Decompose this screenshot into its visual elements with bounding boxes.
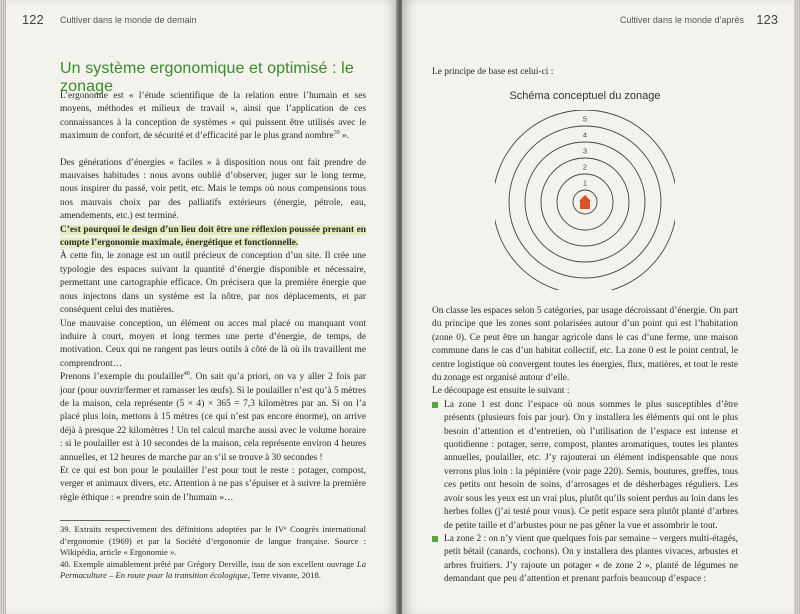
page-number-right: 123: [756, 12, 778, 27]
paragraph: [60, 90, 366, 144]
paragraph: Une mauvaise conception, un élément ou acces mal placé ou manquant vont induire à court, moyen et long termes une perte d’énergie, de temps, de motivation. Ceux qui ne rangent pas leurs outils à côté de là où ils travaillent me comprendront…: [60, 318, 366, 369]
zone-label: 1: [582, 178, 588, 188]
intro-text: Le principe de base est celui-ci :: [432, 67, 554, 77]
paragraph-text: . On sait qu’a priori, on va y aller 2 fois par jour (pour ouvrir/fermer et ramasser les œufs). Si le poulailler n’est qu’à 5 mètres de la maison, cela représente (5 × 4) × 365 = 7,3 kilomètres par an. Si on l’a placé plus loin, mettons à 15 mètres (ce qui n’est pas encore énorme), on arrive déjà à presque 22 kilomètres ! Un tel calcul marche aussi avec le volume horaire : si le poulailler est à 10 secondes de la maison, cela représente environ 4 heures annuelles, et 12 heures de marche par an s’il se trouve à 30 secondes !: [60, 372, 366, 463]
paragraph: Le découpage est ensuite le suivant :: [432, 386, 570, 397]
paragraph-text: L’ergonomie est « l’étude scientifique de la relation entre l’humain et ses moyens, méthodes et milieux de travail », ainsi que l’application de ces connaissances à la conception de systèmes « qui puissent être utilisés avec le maximum de confort, de sécurité et d’efficacité par le plus grand nombre: [60, 91, 366, 142]
list-item-text: La zone 2 : on n’y vient que quelques fois par semaine – vergers multi-étagés, petit bétail (canards, cochons). On y installera des plantes vivaces, arbustes et arbres fruitiers. J’y rajoute un potager « de zone 2 », planté de légumes ne demandant que peu d’attention et prenant parfois beaucoup d’espace :: [444, 533, 738, 585]
page-number-left: 122: [22, 12, 44, 27]
bullet-square-icon: [432, 536, 438, 542]
footnote-divider: [60, 520, 130, 521]
paragraph: Et ce qui est bon pour le poulailler l’est pour tout le reste : potager, compost, verger et animaux divers, etc. Attention à ne pas s’épuiser et à suivre la première règle éthique : « prendre soin de l’humain »…: [60, 465, 366, 503]
zone-label: 2: [582, 162, 588, 172]
zoning-diagram: [495, 110, 675, 290]
list-item: [432, 533, 738, 587]
left-page: [0, 0, 398, 614]
paragraph-text: Prenons l’exemple du poulailler: [60, 372, 184, 383]
page-edge-right: [794, 0, 800, 614]
zone-label: 3: [582, 146, 588, 156]
book-title: La Permaculture – En route pour la transition écologique: [60, 558, 366, 580]
highlight-text: C’est pourquoi le design d’un lieu doit être une réflexion poussée prenant en compte l’ergonomie maximale, énergétique et fonctionnelle.: [60, 224, 366, 249]
footnote-ref[interactable]: 39: [333, 130, 340, 137]
footnote-text: , Terre vivante, 2018.: [247, 570, 321, 580]
paragraph-text: ».: [339, 131, 350, 142]
left-body-text: [60, 90, 366, 505]
footnote-40: [60, 559, 366, 582]
section-title: Un système ergonomique et optimisé : le zonage: [60, 60, 354, 95]
footnotes: [60, 524, 366, 582]
diagram-title: Schéma conceptuel du zonage: [509, 90, 661, 102]
zone-list: [432, 399, 738, 587]
zone-label: 5: [582, 114, 588, 124]
right-body-text: [432, 305, 738, 587]
list-item: [432, 399, 738, 533]
footnote-text: 40. Exemple aimablement prêté par Grégory Derville, issu de son excellent ouvrage: [60, 558, 357, 569]
paragraph: On classe les espaces selon 5 catégories, par usage décroissant d’énergie. On part du principe que les zones sont polarisées autour d’un point qui est l’habitation (zone 0). Ce peut être un hangar agricole dans le cas d’une ferme, une maison commune dans le cas d’un habitat collectif, etc. La zone 0 est le point central, le centre logistique où convergent toutes les énergies, flux, matières, et tout le reste du zonage est organisé autour d’elle.: [432, 306, 738, 384]
running-header-right: Cultiver dans le monde d’après: [619, 15, 744, 25]
paragraph: À cette fin, le zonage est un outil précieux de conception d’un site. Il crée une typologie des espaces suivant la quantité d’énergie disponible et nécessaire, permettant une cartographie efficace. On précisera que la première énergie que nous injectons dans un système est la nôtre, par nos déplacements, et par conséquent celui des matières.: [60, 251, 366, 316]
paragraph: [60, 371, 366, 465]
footnote-39: 39. Extraits respectivement des définitions adoptées par le IVᵉ Congrès international d’ergonomie (1969) et par la Société d’ergonomie de langue française. Source : Wikipédia, article « Ergonomie ».: [60, 524, 366, 557]
paragraph: Des générations d’énergies « faciles » à disposition nous ont fait prendre de mauvaises habitudes : nous avons oublié d’observer, juger sur le long terme, nous inspirer du passé, voir petit, etc. Mais le temps où nous compensions tous nos mauvais choix par des palliatifs extérieurs (énergie, pétrole, eau, amendements, etc.) est terminé.: [60, 157, 366, 222]
zone-label: 4: [582, 130, 588, 140]
running-header-left: Cultiver dans le monde de demain: [60, 15, 197, 25]
footnote-ref[interactable]: 40: [183, 371, 190, 377]
bullet-square-icon: [432, 402, 438, 408]
page-edge-left: [0, 0, 6, 614]
list-item-text: La zone 1 est donc l’espace où nous sommes le plus susceptibles d’être présents (plusieurs fois par jour). On y installera les éléments qui ont le plus besoin d’attention et d’entretien, où l’utilisation de l’espace est intense et quotidienne : potager, serre, compost, plantes aromatiques, toutes les plantes annuelles, poulailler, etc. J’y rajouterai un élément indispensable que nous verrons plus loin : la pépinière (voir page 220). Semis, boutures, greffes, tous ces petits ont besoin de soins, d’arrosages et de désherbages réguliers. Les avoir sous les yeux est un vrai plus, plutôt qu’ils soient perdus au loin dans les herbes folles (j’ai testé pour vous). Ce petit espace sera plutôt planté d’arbres de petite taille et d’arbustes pour ne pas gêner la vue et assombrir le tout.: [444, 399, 738, 531]
highlighted-statement: [60, 224, 366, 251]
